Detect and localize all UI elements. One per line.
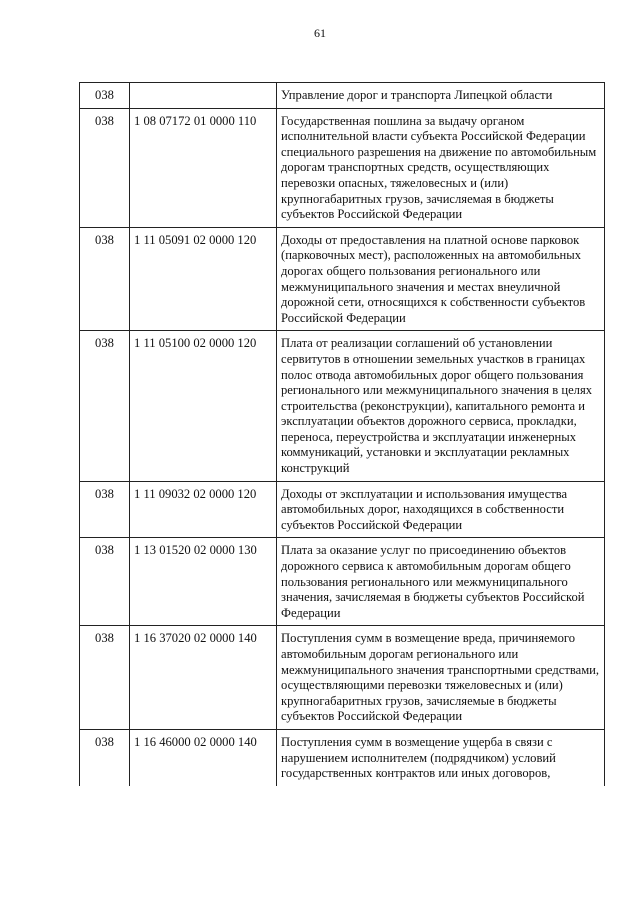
- income-code-cell: 1 08 07172 01 0000 110: [130, 108, 277, 227]
- table-row: [80, 227, 605, 331]
- income-code-cell: 1 11 05091 02 0000 120: [130, 227, 277, 331]
- table-row: [80, 538, 605, 626]
- income-code-cell: 1 16 46000 02 0000 140: [130, 729, 277, 785]
- description-cell: Доходы от эксплуатации и использования имущества автомобильных дорог, находящихся в собственности субъектов Российской Федерации: [277, 481, 605, 538]
- admin-code-cell: 038: [80, 108, 130, 227]
- income-code-cell: [130, 83, 277, 109]
- description-cell: Плата за оказание услуг по присоединению объектов дорожного сервиса к автомобильным дорогам общего пользования регионального или межмуниципального значения, зачисляемая в бюджеты субъектов Российской Федерации: [277, 538, 605, 626]
- table-row: [80, 108, 605, 227]
- description-cell: Доходы от предоставления на платной основе парковок (парковочных мест), расположенных на автомобильных дорогах общего пользования регионального или межмуниципального значения и местах внеуличной дорожной сети, относящихся к собственности субъектов Российской Федерации: [277, 227, 605, 331]
- income-code-cell: 1 16 37020 02 0000 140: [130, 626, 277, 730]
- description-cell: Поступления сумм в возмещение вреда, причиняемого автомобильным дорогам регионального или межмуниципального значения транспортными средствами, осуществляющими перевозки тяжеловесных и (или) крупногабаритных грузов, зачисляемые в бюджеты субъектов Российской Федерации: [277, 626, 605, 730]
- description-cell: Плата от реализации соглашений об установлении сервитутов в отношении земельных участков в границах полос отвода автомобильных дорог общего пользования регионального или межмуниципального значения в целях строительства (реконструкции), капитального ремонта и эксплуатации объектов дорожного сервиса, прокладки, переноса, переустройства и эксплуатации инженерных коммуникаций, установки и эксплуатации рекламных конструкций: [277, 331, 605, 481]
- admin-code-cell: 038: [80, 481, 130, 538]
- income-code-cell: 1 11 05100 02 0000 120: [130, 331, 277, 481]
- admin-code-cell: 038: [80, 538, 130, 626]
- table-row: [80, 331, 605, 481]
- page-number: 61: [314, 26, 326, 40]
- income-code-cell: 1 11 09032 02 0000 120: [130, 481, 277, 538]
- table-row: [80, 626, 605, 730]
- income-codes-table: [79, 82, 605, 786]
- table-row: [80, 729, 605, 785]
- admin-code-cell: 038: [80, 331, 130, 481]
- description-cell: Поступления сумм в возмещение ущерба в связи с нарушением исполнителем (подрядчиком) условий государственных контрактов или иных договоров,: [277, 729, 605, 785]
- admin-code-cell: 038: [80, 83, 130, 109]
- table-row: [80, 481, 605, 538]
- table-row: [80, 83, 605, 109]
- admin-code-cell: 038: [80, 729, 130, 785]
- admin-code-cell: 038: [80, 626, 130, 730]
- income-code-cell: 1 13 01520 02 0000 130: [130, 538, 277, 626]
- description-cell: Государственная пошлина за выдачу органом исполнительной власти субъекта Российской Федерации специального разрешения на движение по автомобильным дорогам транспортных средств, осуществляющих перевозки опасных, тяжеловесных и (или) крупногабаритных грузов, зачисляемая в бюджеты субъектов Российской Федерации: [277, 108, 605, 227]
- description-cell: Управление дорог и транспорта Липецкой области: [277, 83, 605, 109]
- admin-code-cell: 038: [80, 227, 130, 331]
